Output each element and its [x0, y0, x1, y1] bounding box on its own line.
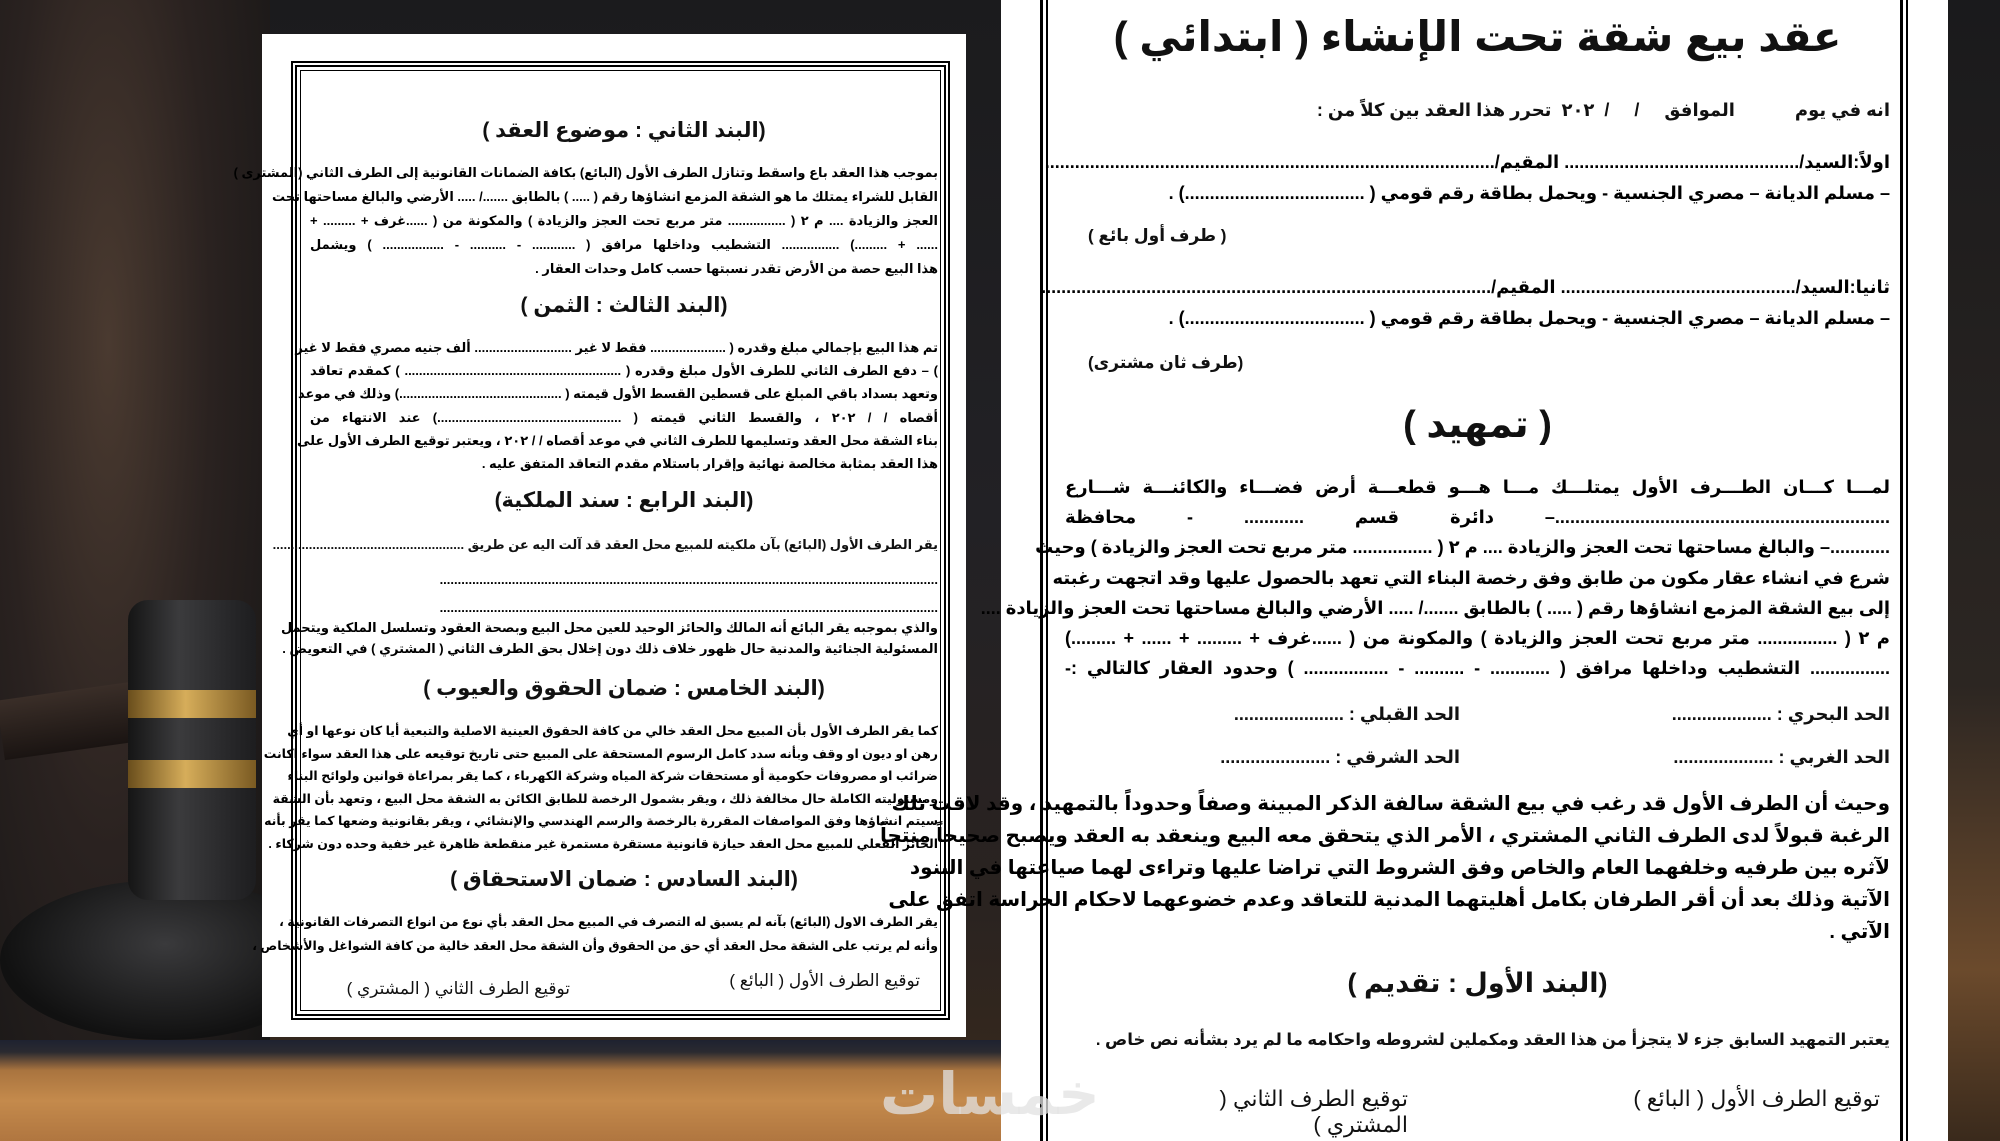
text-line: اولاً:السيد/............................................... المقيم/..........................................................................................: [1044, 152, 1890, 172]
clause6-heading: (البند السادس : ضمان الاستحقاق ): [450, 868, 798, 891]
signature-first-party: توقيع الطرف الأول ( البائع ): [729, 971, 920, 990]
page-border-right: [1900, 0, 1908, 1141]
background-right-edge: [1948, 0, 2000, 1141]
clause6-body: [252, 910, 938, 958]
watermark-logo: خمسات: [880, 1062, 1100, 1127]
text-line: وحيث أن الطرف الأول قد رغب في بيع الشقة سالفة الذكر المبينة وصفاً وحدوداً بالتمهيد ، وقد لاقت تلك: [891, 793, 1890, 815]
preamble-body: [980, 472, 1890, 683]
clause5-heading: (البند الخامس : ضمان الحقوق والعيوب ): [423, 677, 825, 700]
text-line: ................ التشطيب وداخلها مرافق ( ............ - .......... - ................. ) وحدود العقار كالتالي :-: [1065, 658, 1890, 679]
text-line: ...................................................................– دائرة قسم ............ - محافظة: [1065, 507, 1890, 528]
text-line: الحائز الفعلي للمبيع محل العقد حيازة قانونية مستقرة مستمرة غير منقطعة ظاهرة غير خفية وحده دون شركاء .: [268, 836, 938, 851]
clause4-blank-lines: [310, 566, 938, 622]
clause4-body: [280, 617, 938, 659]
text-line: لمـــا كـــان الطـــرف الأول يمتلـــك مـــا هـــو قطعـــة أرض فضـــاء والكائنـــة شـــارع: [1065, 477, 1890, 497]
clause3-body: [295, 336, 938, 475]
background-wood-desk: [0, 1040, 1002, 1141]
clause4-first-line: يقر الطرف الأول (البائع) بآن ملكيته للمبيع محل العقد قد آلت اليه عن طريق .....................................................: [272, 537, 938, 552]
signature-first-party: توقيع الطرف الأول ( البائع ): [1633, 1086, 1880, 1111]
text-line: ثانيا:السيد/............................................... المقيم/..........................................................................................: [1041, 277, 1890, 297]
text-line: ..........................................................................................................................................: [439, 572, 938, 587]
boundary-south: الحد القبلي : ......................: [1233, 704, 1460, 724]
contract-title: عقد بيع شقة تحت الإنشاء ( ابتدائي ): [1113, 13, 1842, 60]
text-line: بموجب هذا العقد باع واسقط وتنازل الطرف الأول (البائع) بكافة الضمانات القانونية إلى الطرف الثاني (المشترى ): [233, 165, 938, 180]
text-line: وأنه لم يرتب على الشقة محل العقد أي حق من الحقوق وأن الشقة محل العقد خالية من كافة الشواغل والأشخاص ،: [252, 939, 938, 953]
second-party-details: [1041, 272, 1890, 334]
text-line: ضرائب او مصروفات حكومية أو مستحقات شركة المياه وشركة الكهرباء ، كما يقر بمراعاة قوانين ولوائح البناء: [287, 769, 938, 783]
preamble-heading: ( تمهيد ): [1403, 404, 1552, 446]
text-line: ومسئوليته الكاملة حال مخالفة ذلك ، ويقر بشمول الرخصة للطابق الكائن به الشقة محل البيع ، وتعهد بأن الشقة: [272, 791, 938, 806]
text-line: كما يقر الطرف الأول بأن المبيع محل العقد خالي من كافة الحقوق العينية الاصلية والتبعية أيا كان نوعها او أي: [287, 724, 938, 738]
text-line: ..........................................................................................................................................: [439, 600, 938, 615]
clause4-heading: (البند الرابع : سند الملكية): [494, 489, 754, 512]
clause1-text: يعتبر التمهيد السابق جزء لا يتجزأ من هذا العقد ومكملين لشروطه واحكامه ما لم يرد بشأنه نص خاص .: [1095, 1031, 1890, 1049]
signature-second-party: توقيع الطرف الثاني ( المشتري ): [1219, 1086, 1408, 1137]
clause2-body: [233, 161, 938, 281]
text-line: هذا البيع حصة من الأرض تقدر نسبتها حسب كامل وحدات العقار .: [535, 261, 938, 276]
first-party-label: ( طرف أول بائع ): [1088, 226, 1227, 245]
contract-intro: انه في يوم الموافق / / ٢٠٢ تحرر هذا العقد بين كلاً من :: [1316, 100, 1890, 120]
gavel-head: [128, 600, 256, 900]
text-line: والذي بموجبه يقر البائع أنه المالك والحائز الوحيد للعين محل البيع وبصحة العقود وتسلسل الملكية ويتحمل: [280, 620, 938, 635]
text-line: الرغبة قبولاً لدى الطرف الثاني المشتري ، الأمر الذي يتحقق معه البيع وينعقد به العقد ويصبح صحيحاً منتجاً: [879, 825, 1890, 847]
text-line: رهن او ديون او وقف وبأنه سدد كامل الرسوم المستحقة على المبيع حتى تاريخ توقيعه على هذا العقد سواء اكانت: [263, 746, 938, 761]
agreement-body: [879, 788, 1890, 948]
text-line: م ٢ ( ................ متر مربع تحت العجز والزيادة ) والمكونة من ( ......غرف + ......... + ...... + .........): [1065, 628, 1890, 649]
text-line: – مسلم الديانة – مصري الجنسية - ويحمل بطاقة رقم قومي ( ....................................) .: [1168, 308, 1890, 328]
text-line: وتعهد بسداد باقي المبلغ على قسطين القسط الأول قيمته ( .............................................) وذلك في موعد: [297, 386, 938, 402]
signature-second-party: توقيع الطرف الثاني ( المشتري ): [346, 979, 570, 998]
second-party-label: (طرف ثان مشترى): [1088, 353, 1244, 372]
text-line: الآتية وذلك بعد أن أقر الطرفان بكامل أهليتهما المدنية للتعاقد وعدم خضوعهما لاحكام الحراسة اتفق على: [888, 889, 1890, 911]
boundary-east: الحد الشرقي : ......................: [1220, 747, 1460, 767]
text-line: ...... + .........) ................ التشطيب وداخلها مرافق ( ............ - .......... - ................. ) ويشمل: [310, 237, 938, 252]
clause1-heading: (البند الأول : تقديم ): [1347, 968, 1608, 998]
text-line: سيتم انشاؤها وفق المواصفات المقررة بالرخصة والرسم الهندسي والإنشائي ، ويقر بقانونية وضعها كما يقر بأنه: [264, 814, 938, 828]
clause5-body: [263, 720, 938, 855]
text-line: ) – دفع الطرف الثاني للطرف الأول مبلغ وقدره ( ............................................................ ) كمقدم تعاقد: [310, 363, 938, 379]
text-line: إلى بيع الشقة المزمع انشاؤها رقم ( ..... ) بالطابق ......./ ..... الأرضي والبالغ مساحتها تحت العجز والزيادة ....: [980, 597, 1890, 618]
boundary-west: الحد الغربي : ....................: [1673, 747, 1890, 767]
text-line: يقر الطرف الاول (البائع) بآنه لم يسبق له التصرف في المبيع محل العقد بأي نوع من انواع التصرفات القانونية ،: [279, 915, 938, 929]
clause3-heading: (البند الثالث : الثمن ): [520, 294, 728, 317]
text-line: هذا العقد بمثابة مخالصة نهائية وإقرار باستلام مقدم التعاقد المتفق عليه .: [481, 456, 938, 472]
text-line: بناء الشقة محل العقد وتسليمها للطرف الثاني في موعد أقصاه / / ٢٠٢ ، ويعتبر توقيع الطرف الأول على: [296, 432, 938, 448]
gavel-gold-band: [128, 760, 256, 788]
text-line: تم هذا البيع بإجمالي مبلغ وقدره ( ..................... فقط لا غير ........................... ألف جنيه مصري فقط لا غير: [295, 340, 938, 355]
text-line: الآتي .: [1829, 921, 1890, 943]
text-line: لآثره بين طرفيه وخلفهما العام والخاص وفق الشروط التي تراضا عليها وتراءى لهما صياغتها في البنود: [909, 857, 1890, 879]
clause2-heading: (البند الثاني : موضوع العقد ): [482, 119, 766, 142]
text-line: ............– والبالغ مساحتها تحت العجز والزيادة .... م ٢ ( ................ متر مربع تحت العجز والزيادة ) وحيث: [1035, 537, 1890, 558]
text-line: شرع في انشاء عقار مكون من طابق وفق رخصة البناء التي تعهد بالحصول عليها وقد اتجهت رغبته: [1052, 567, 1890, 588]
boundary-north: الحد البحري : ....................: [1671, 704, 1890, 724]
text-line: – مسلم الديانة – مصري الجنسية - ويحمل بطاقة رقم قومي ( ....................................) .: [1168, 183, 1890, 203]
first-party-details: [1044, 147, 1890, 209]
text-line: أقصاه / / ٢٠٢ ، والقسط الثاني قيمته ( ...................................................) عند الانتهاء من: [310, 409, 938, 425]
text-line: المسئولية الجنائية والمدنية حال ظهور خلاف ذلك دون إخلال بحق الطرف الثاني ( المشتري ) في التعويض .: [282, 641, 938, 656]
text-line: العجز والزيادة .... م ٢ ( ................ متر مربع تحت العجز والزيادة ) والمكونة من ( ......غرف + ......... +: [310, 213, 938, 228]
gavel-gold-band: [128, 690, 256, 718]
text-line: القابل للشراء يمتلك ما هو الشقة المزمع انشاؤها رقم ( ..... ) بالطابق ......./ ..... الأرضي والبالغ مساحتها تحت: [271, 189, 938, 204]
